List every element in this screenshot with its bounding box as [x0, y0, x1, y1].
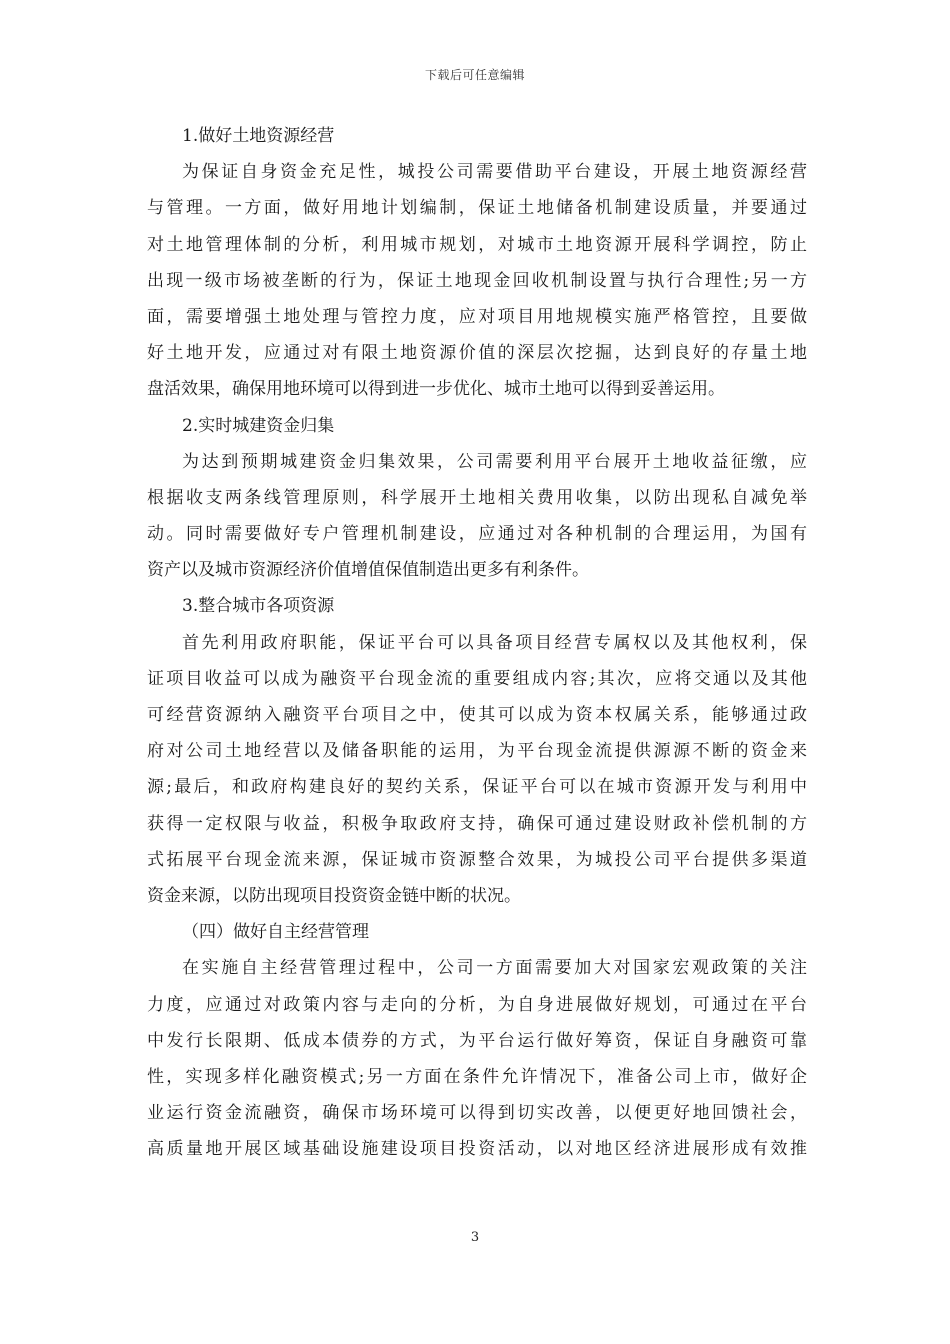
- text-line: 式拓展平台现金流来源，保证城市资源整合效果，为城投公司平台提供多渠道: [147, 849, 807, 870]
- text-line: 高质量地开展区域基础设施建设项目投资活动，以对地区经济进展形成有效推: [147, 1139, 807, 1160]
- text-line: 盘活效果，确保用地环境可以得到进一步优化、城市土地可以得到妥善运用。: [147, 379, 725, 400]
- page-number: 3: [470, 1230, 480, 1245]
- text-line: 力度，应通过对政策内容与走向的分析，为自身进展做好规划，可通过在平台: [147, 994, 807, 1015]
- text-line: 业运行资金流融资，确保市场环境可以得到切实改善，以便更好地回馈社会，: [147, 1103, 807, 1124]
- section-heading: 3.整合城市各项资源: [182, 596, 335, 617]
- text-line: 面，需要增强土地处理与管控力度，应对项目用地规模实施严格管控，且要做: [147, 306, 807, 327]
- text-line: 首先利用政府职能，保证平台可以具备项目经营专属权以及其他权利，保: [182, 632, 807, 653]
- text-line: 对土地管理体制的分析，利用城市规划，对城市土地资源开展科学调控，防止: [147, 234, 807, 255]
- text-line: 在实施自主经营管理过程中，公司一方面需要加大对国家宏观政策的关注: [182, 958, 807, 979]
- text-line: 证项目收益可以成为融资平台现金流的重要组成内容;其次，应将交通以及其他: [147, 668, 807, 689]
- text-line: 可经营资源纳入融资平台项目之中，使其可以成为资本权属关系，能够通过政: [147, 705, 807, 725]
- section-heading: （四）做好自主经营管理: [182, 922, 369, 943]
- text-line: 为达到预期城建资金归集效果，公司需要利用平台展开土地收益征缴，应: [182, 451, 807, 472]
- document-body: [147, 118, 807, 1167]
- text-line: 资产以及城市资源经济价值增值保值制造出更多有利条件。: [147, 560, 589, 581]
- text-line: 资金来源，以防出现项目投资资金链中断的状况。: [147, 885, 521, 906]
- text-line: 性，实现多样化融资模式;另一方面在条件允许情况下，准备公司上市，做好企: [147, 1066, 807, 1087]
- text-line: 好土地开发，应通过对有限土地资源价值的深层次挖掘，达到良好的存量土地: [147, 343, 807, 364]
- text-line: 与管理。一方面，做好用地计划编制，保证土地储备机制建设质量，并要通过: [147, 198, 807, 219]
- text-line: 为保证自身资金充足性，城投公司需要借助平台建设，开展土地资源经营: [182, 162, 807, 183]
- section-heading: 1.做好土地资源经营: [182, 126, 335, 146]
- section-heading: 2.实时城建资金归集: [182, 415, 335, 436]
- page-header: 下载后可任意编辑: [424, 68, 525, 82]
- text-line: 中发行长限期、低成本债券的方式，为平台运行做好筹资，保证自身融资可靠: [147, 1030, 807, 1051]
- text-line: 出现一级市场被垄断的行为，保证土地现金回收机制设置与执行合理性;另一方: [147, 270, 807, 291]
- text-line: 根据收支两条线管理原则，科学展开土地相关费用收集，以防出现私自减免举: [147, 487, 807, 508]
- text-line: 获得一定权限与收益，积极争取政府支持，确保可通过建设财政补偿机制的方: [147, 813, 807, 834]
- text-line: 源;最后，和政府构建良好的契约关系，保证平台可以在城市资源开发与利用中: [147, 777, 807, 798]
- text-line: 府对公司土地经营以及储备职能的运用，为平台现金流提供源源不断的资金来: [147, 741, 807, 762]
- text-line: 动。同时需要做好专户管理机制建设，应通过对各种机制的合理运用，为国有: [147, 524, 807, 545]
